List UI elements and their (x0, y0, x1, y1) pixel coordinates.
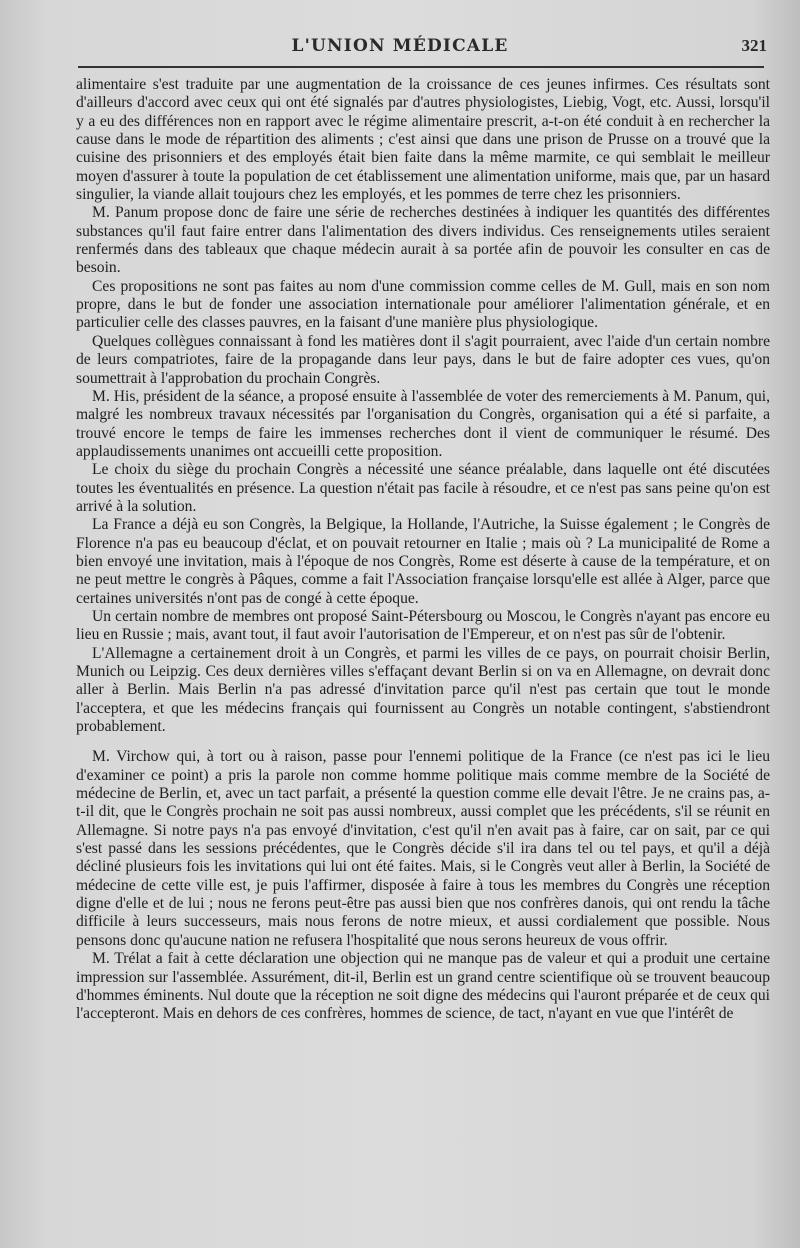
article-body (76, 76, 770, 1024)
paragraph-6: Le choix du siège du prochain Congrès a nécessité une séance préalable, dans laquelle ont été discutées toutes les éventualités en présence. La question n'était pas facile à résoudre, et ce n'est pas sans peine qu'on est arrivé à la solution. (76, 461, 770, 515)
paragraph-9: L'Allemagne a certainement droit à un Congrès, et parmi les villes de ce pays, on pourrait choisir Berlin, Munich ou Leipzig. Ces deux dernières villes s'effaçant devant Berlin si on va en Allemagne, on devrait donc aller à Berlin. Mais Berlin n'a pas adressé d'invitation parce qu'il n'est pas certain que tout le monde l'acceptera, et que les médecins français qui fournissent au Congrès un notable contingent, s'abstiendront probablement. (76, 644, 770, 736)
paragraph-2: M. Panum propose donc de faire une série de recherches destinées à indiquer les quantités des différentes substances qu'il faut faire entrer dans l'alimentation des divers individus. Ces renseignements utiles seraient renfermés dans des tableaux que chaque médecin aurait à sa portée afin de pouvoir les consulter en cas de besoin. (76, 204, 770, 277)
paragraph-10: M. Virchow qui, à tort ou à raison, passe pour l'ennemi politique de la France (ce n'est pas ici le lieu d'examiner ce point) a pris la parole non comme homme politique mais comme membre de la Société de médecine de Berlin, et, avec un tact parfait, a présenté la question comme elle devait l'être. Je ne crains pas, a-t-il dit, que le Congrès prochain ne soit pas aussi nombreux, aussi complet que les précédents, s'il se réunit en Allemagne. Si notre pays n'a pas envoyé d'invitation, c'est qu'il n'en avait pas à faire, car on sait, par ce qui s'est passé dans les sessions précédentes, que le Congrès décide s'il ira dans tel ou tel pays, et qu'il a déjà décliné plusieurs fois les invitations qui lui ont été faites. Mais, si le Congrès veut aller à Berlin, la Société de médecine de cette ville est, je puis l'affirmer, disposée à faire à tous les membres du Congrès une réception digne d'elle et de lui ; nous ne ferons peut-être pas aussi bien que nos confrères danois, qui ont rendu la tâche difficile à leurs successeurs, mais nous ferons de notre mieux, et aussi cordialement que possible. Nous pensons donc qu'aucune nation ne refusera l'hospitalité que nous serons heureux de vous offrir. (76, 748, 770, 949)
paragraph-3: Ces propositions ne sont pas faites au nom d'une commission comme celles de M. Gull, mais en son nom propre, dans le but de fonder une association internationale pour améliorer l'alimentation générale, et en particulier celle des classes pauvres, en la faisant d'une manière plus physiologique. (76, 277, 770, 332)
page-header (0, 30, 800, 66)
paragraph-8: Un certain nombre de membres ont proposé Saint-Pétersbourg ou Moscou, le Congrès n'ayant pas encore eu lieu en Russie ; mais, avant tout, il faut avoir l'autorisation de l'Empereur, et on n'est pas sûr de l'obtenir. (76, 607, 770, 644)
paragraph-11: M. Trélat a fait à cette déclaration une objection qui ne manque pas de valeur et qui a produit une certaine impression sur l'assemblée. Assurément, dit-il, Berlin est un grand centre scientifique où se trouvent beaucoup d'hommes éminents. Nul doute que la réception ne soit digne des médecins qui l'auront préparée et de ceux qui l'accepteront. Mais en dehors de ces confrères, hommes de science, de tact, n'ayant en vue que l'intérêt de (76, 950, 770, 1023)
paragraph-5: M. His, président de la séance, a proposé ensuite à l'assemblée de voter des remerciements à M. Panum, qui, malgré les nombreux travaux nécessités par l'organisation du Congrès, organisation qui a été si parfaite, a trouvé encore le temps de faire les immenses recherches dont il vient de communiquer le résumé. Des applaudissements unanimes ont accueilli cette proposition. (76, 387, 770, 460)
paragraph-1: alimentaire s'est traduite par une augmentation de la croissance de ces jeunes infirmes. Ces résultats sont d'ailleurs d'accord avec ceux qui ont été signalés par d'autres physiologistes, Liebig, Vogt, etc. Aussi, lorsqu'il y a eu des différences non en rapport avec le régime alimentaire prescrit, a-t-on été conduit à en rechercher la cause dans le mode de répartition des aliments ; c'est ainsi que dans une prison de Prusse on a trouvé que la cuisine des prisonniers et des employés était bien faite dans la même marmite, ce qui semblait le meilleur moyen d'assurer à toute la population de cet établissement une alimentation uniforme, mais que, par un hasard singulier, la viande allait toujours chez les employés, et les pommes de terre chez les prisonniers. (76, 76, 770, 204)
page-number: 321 (741, 36, 767, 55)
running-head: L'UNION MÉDICALE (291, 36, 509, 56)
paragraph-7: La France a déjà eu son Congrès, la Belgique, la Hollande, l'Autriche, la Suisse également ; le Congrès de Florence n'a pas eu beaucoup d'éclat, et on pouvait retourner en Italie ; mais où ? La municipalité de Rome a bien envoyé une invitation, mais à l'époque de nos Congrès, Rome est déserte à cause de la température, et on ne peut mettre le congrès à Pâques, comme a fait l'Association française lorsqu'elle est allée à Alger, parce que certaines universités n'ont pas de congé à cette époque. (76, 516, 770, 607)
header-rule (78, 66, 764, 68)
paragraph-4: Quelques collègues connaissant à fond les matières dont il s'agit pourraient, avec l'aide d'un certain nombre de leurs compatriotes, faire de la propagande dans leur pays, dans le but de faire adopter ces vues, qu'on soumettrait à l'approbation du prochain Congrès. (76, 332, 770, 387)
